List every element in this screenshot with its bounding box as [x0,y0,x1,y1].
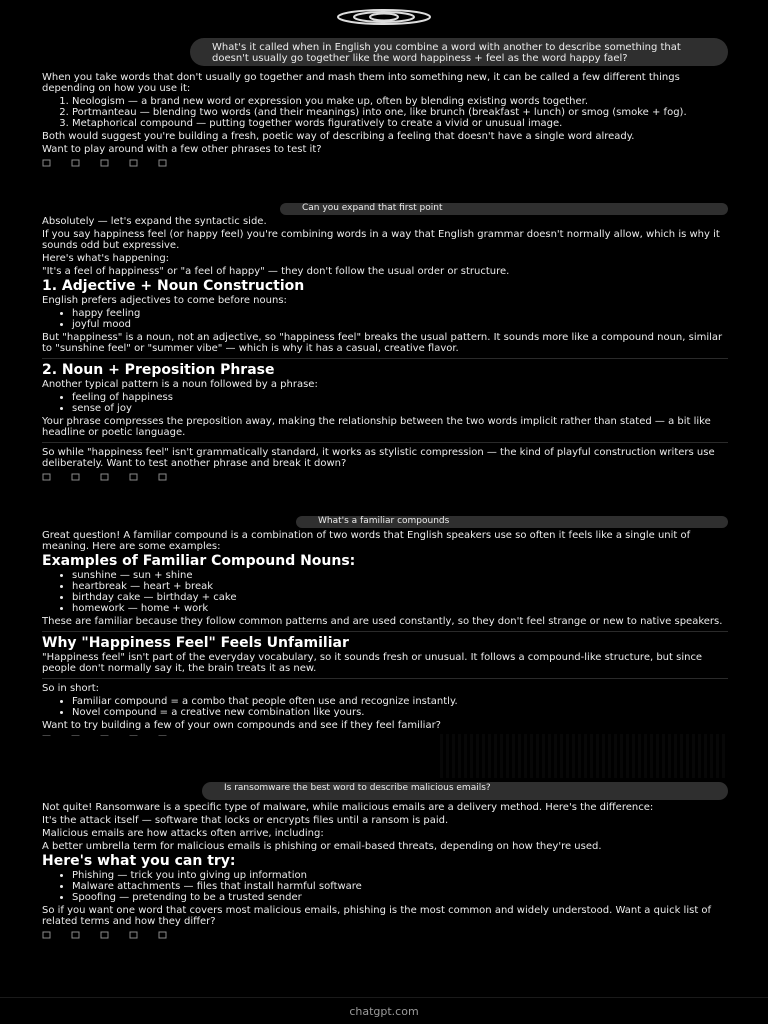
message-actions [42,471,728,483]
copy-icon[interactable] [42,473,53,481]
speaker-icon[interactable] [129,931,140,939]
list-item: • joyful mood [72,319,728,330]
speaker-icon[interactable] [129,735,140,736]
footer-domain-text: chatgpt.com [349,1004,419,1018]
list-item: • Spoofing — pretending to be a trusted sender [72,892,728,903]
assistant-paragraph: But "happiness" is a noun, not an adjective, so "happiness feel" breaks the usual pattern. It sounds more like a compound noun, similar to "sunshine feel" or "summer vibe" — which is why it has a casual, creative flavor. [42,332,723,354]
thumbs-down-icon[interactable] [100,735,111,736]
assistant-paragraph: It's the attack itself — software that locks or encrypts files until a ransom is paid. [42,815,449,826]
footer-domain [0,997,768,1024]
list-item: 2. Portmanteau — blending two words (and their meanings) into one, like brunch (breakfast + lunch) or smog (smoke + fog). [72,107,728,118]
assistant-paragraph: English prefers adjectives to come before nouns: [42,295,287,306]
assistant-list [42,96,728,129]
assistant-paragraph: Both would suggest you're building a fresh, poetic way of describing a feeling that doesn't have a single word already. [42,131,635,142]
assistant-message [42,216,728,516]
assistant-paragraph: Here's what's happening: [42,253,170,264]
assistant-paragraph: Want to try building a few of your own compounds and see if they feel familiar? [42,720,441,731]
assistant-list [42,392,728,414]
list-item: • birthday cake — birthday + cake [72,592,728,603]
thumbs-up-icon[interactable] [71,735,82,736]
assistant-message [42,530,728,736]
speaker-icon[interactable] [129,159,140,167]
assistant-paragraph: If you say happiness feel (or happy feel) you're combining words in a way that English grammar doesn't normally allow, which is why it sounds odd but expressive. [42,229,720,251]
list-item: • heartbreak — heart + break [72,581,728,592]
user-message-text: What's a familiar compounds [318,516,450,526]
assistant-paragraph: Absolutely — let's expand the syntactic side. [42,216,267,227]
thumbs-up-icon[interactable] [71,931,82,939]
user-message-text: Can you expand that first point [302,203,443,213]
list-item: 3. Metaphorical compound — putting together words figuratively to create a vivid or unusual image. [72,118,728,129]
section-heading: 1. Adjective + Noun Construction [42,278,305,294]
assistant-message [42,72,728,204]
list-item: • sunshine — sun + shine [72,570,728,581]
assistant-paragraph: Want to play around with a few other phrases to test it? [42,144,322,155]
assistant-message [42,802,728,992]
thumbs-down-icon[interactable] [100,473,111,481]
thumbs-down-icon[interactable] [100,159,111,167]
thumbs-down-icon[interactable] [100,931,111,939]
user-message [202,782,728,800]
list-item: • Malware attachments — files that install harmful software [72,881,728,892]
speaker-icon[interactable] [129,473,140,481]
assistant-paragraph: A better umbrella term for malicious emails is phishing or email-based threats, depending on how they're used. [42,841,602,852]
user-message [190,38,728,66]
assistant-paragraph: "It's a feel of happiness" or "a feel of happy" — they don't follow the usual order or structure. [42,266,510,277]
section-heading: 2. Noun + Preposition Phrase [42,362,275,378]
assistant-paragraph: Another typical pattern is a noun followed by a phrase: [42,379,318,390]
assistant-paragraph: So if you want one word that covers most malicious emails, phishing is the most common and widely understood. Want a quick list of related terms and how they differ? [42,905,712,927]
list-item: • feeling of happiness [72,392,728,403]
user-message [296,516,728,528]
assistant-list [42,870,728,903]
regenerate-icon[interactable] [158,735,169,736]
user-message-text: What's it called when in English you combine a word with another to describe something that doesn't usually go together like the word happiness + feel as the word happy fael? [212,42,681,64]
user-message [280,203,728,215]
openai-logo-icon[interactable] [330,6,438,28]
regenerate-icon[interactable] [158,159,169,167]
copy-icon[interactable] [42,159,53,167]
assistant-list [42,308,728,330]
list-item: • Familiar compound = a combo that people often use and recognize instantly. [72,696,728,707]
thumbs-up-icon[interactable] [71,473,82,481]
divider [42,631,728,632]
divider [42,358,728,359]
assistant-paragraph: Malicious emails are how attacks often arrive, including: [42,828,324,839]
assistant-list [42,570,728,614]
thumbs-up-icon[interactable] [71,159,82,167]
faded-region [440,734,728,778]
section-heading: Examples of Familiar Compound Nouns: [42,553,356,569]
assistant-paragraph: "Happiness feel" isn't part of the everyday vocabulary, so it sounds fresh or unusual. It follows a compound-like structure, but since people don't normally say it, the brain treats it as new. [42,652,703,674]
section-heading: Here's what you can try: [42,853,236,869]
list-item: • happy feeling [72,308,728,319]
copy-icon[interactable] [42,931,53,939]
assistant-paragraph: When you take words that don't usually go together and mash them into something new, it can be called a few different things depending on how you use it: [42,72,680,94]
list-item: • Novel compound = a creative new combination like yours. [72,707,728,718]
regenerate-icon[interactable] [158,931,169,939]
divider [42,678,728,679]
list-item: 1. Neologism — a brand new word or expression you make up, often by blending existing words together. [72,96,728,107]
assistant-paragraph: Not quite! Ransomware is a specific type of malware, while malicious emails are a delivery method. Here's the difference: [42,802,654,813]
message-actions [42,157,728,169]
assistant-paragraph: These are familiar because they follow common patterns and are used constantly, so they don't feel strange or new to native speakers. [42,616,723,627]
assistant-list [42,696,728,718]
message-actions [42,929,728,941]
copy-icon[interactable] [42,735,53,736]
divider [42,442,728,443]
list-item: • sense of joy [72,403,728,414]
assistant-paragraph: So in short: [42,683,100,694]
list-item: • homework — home + work [72,603,728,614]
assistant-paragraph: So while "happiness feel" isn't grammatically standard, it works as stylistic compression — the kind of playful construction writers use deliberately. Want to test another phrase and break it down? [42,447,715,469]
list-item: • Phishing — trick you into giving up information [72,870,728,881]
regenerate-icon[interactable] [158,473,169,481]
assistant-paragraph: Your phrase compresses the preposition away, making the relationship between the two words implicit rather than stated — a bit like headline or poetic language. [42,416,711,438]
assistant-paragraph: Great question! A familiar compound is a combination of two words that English speakers use so often it feels like a single unit of meaning. Here are some examples: [42,530,691,552]
section-heading: Why "Happiness Feel" Feels Unfamiliar [42,635,349,651]
user-message-text: Is ransomware the best word to describe malicious emails? [224,783,491,793]
